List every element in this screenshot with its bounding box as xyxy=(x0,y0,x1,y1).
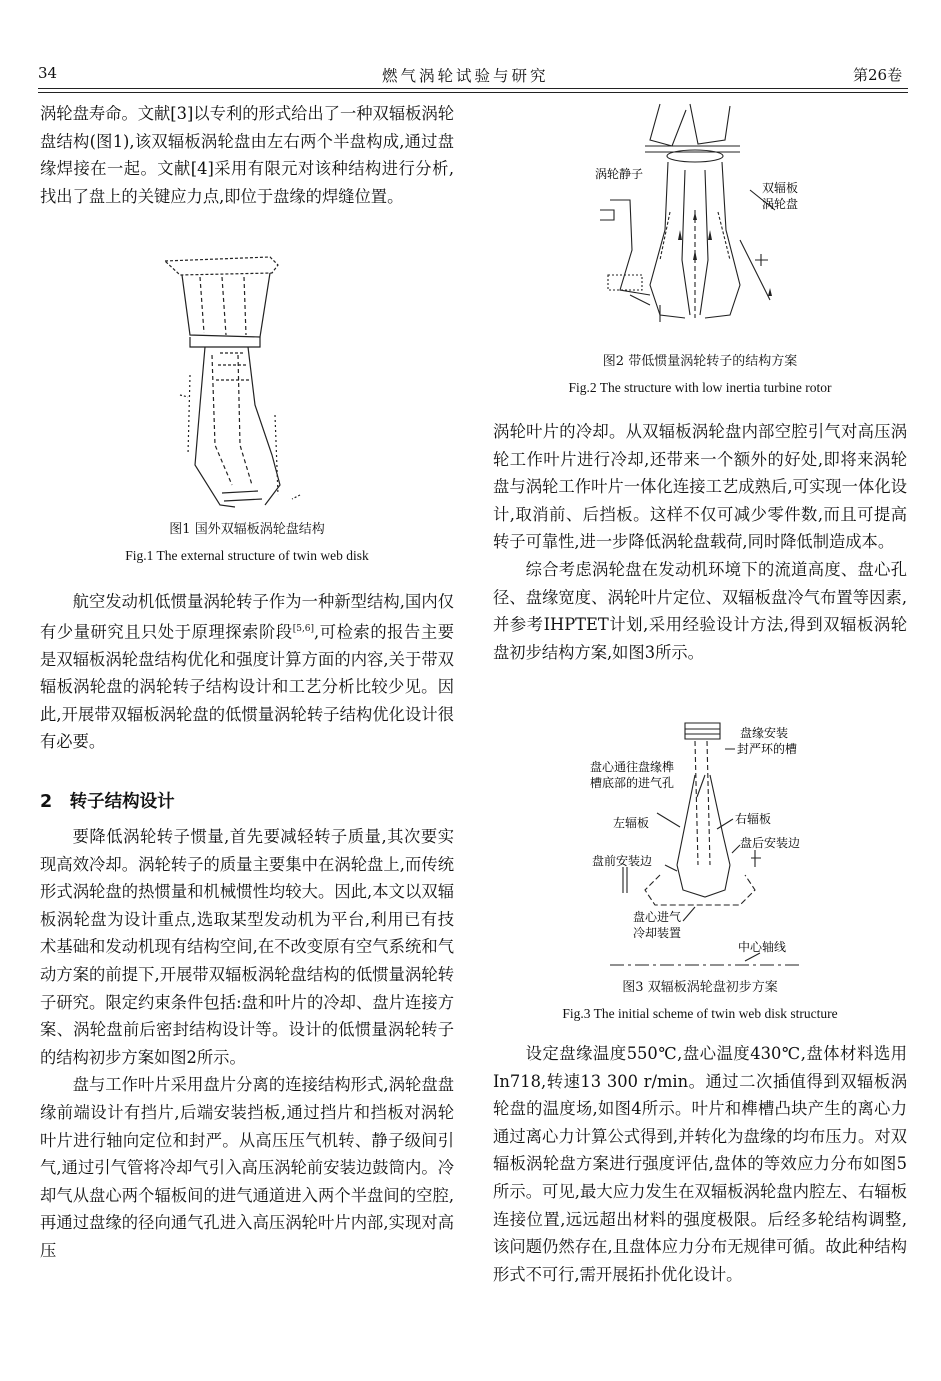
para-temperature: 设定盘缘温度550℃,盘心温度430℃,盘体材料选用In718,转速13 300 r/min。通过二次插值得到双辐板涡轮盘的温度场,如图4所示。叶片和榫槽凸块产生的离心力通过离心力计算公式得到,并转化为盘缘的均布压力。对双辐板涡轮盘方案进行强度评估,盘体的等效应力分布如图5所示。可见,最大应力发生在双辐板涡轮盘内腔左、右辐板连接位置,远远超出材料的强度极限。后经多轮结构调整,该问题仍然存在,且盘体应力分布无规律可循。故此种结构形式不可行,需开展拓扑优化设计。 xyxy=(493,1044,907,1284)
intro-paragraph: 涡轮盘寿命。文献[3]以专利的形式给出了一种双辐板涡轮盘结构(图1),该双辐板涡轮盘由左右两个半盘构成,通过盘缘焊接在一起。文献[4]采用有限元对该种结构进行分析,找出了盘上的关键应力点,即位于盘缘的焊缝位置。 xyxy=(40,104,454,206)
para-connection: 盘与工作叶片采用盘片分离的连接结构形式,涡轮盘盘缘前端设计有挡片,后端安装挡板,通过挡片和挡板对涡轮叶片进行轴向定位和封严。从高压压气机转、静子级间引气,通过引气管将冷却气引入高压涡轮前安装边鼓筒内。冷却气从盘心两个辐板间的进气通道进入两个半盘间的空腔,再通过盘缘的径向通气孔进入高压涡轮叶片内部,实现对高压 xyxy=(40,1075,454,1260)
header-rule-top xyxy=(38,88,908,89)
citation-5-6: [5,6] xyxy=(292,623,315,634)
fig2-label-stator: 涡轮静子 xyxy=(595,167,644,181)
fig3-label-cooling-line1: 盘心进气 xyxy=(633,910,682,924)
fig2-label-disk-line1: 双辐板 xyxy=(762,181,799,195)
figure-2-caption-cn: 图2 带低惯量涡轮转子的结构方案 xyxy=(602,354,798,369)
fig3-label-cooling-line2: 冷却装置 xyxy=(633,926,682,940)
para-aviation xyxy=(40,588,454,756)
fig3-label-center-axis: 中心轴线 xyxy=(738,940,787,954)
left-aviation xyxy=(40,588,454,756)
journal-title: 燃气涡轮试验与研究 xyxy=(382,67,549,85)
fig3-label-rim-slot-line1: 盘缘安装 xyxy=(740,726,789,740)
right-temperature xyxy=(493,1040,907,1288)
figure-1-caption xyxy=(40,520,454,566)
section-2-title: 2 转子结构设计 xyxy=(40,792,175,812)
fig3-label-left-web: 左辐板 xyxy=(613,816,650,830)
page-number: 34 xyxy=(38,64,58,82)
figure-2-drawing xyxy=(590,100,815,325)
figure-3-caption-en: Fig.3 The initial scheme of twin web disk structure xyxy=(562,1006,838,1021)
left-design xyxy=(40,823,454,1265)
figure-3-caption-cn: 图3 双辐板涡轮盘初步方案 xyxy=(622,980,778,995)
figure-1-drawing xyxy=(160,255,310,513)
fig3-label-right-web: 右辐板 xyxy=(735,812,772,826)
volume-label: 第26卷 xyxy=(853,66,903,84)
figure-1-caption-cn: 图1 国外双辐板涡轮盘结构 xyxy=(169,522,325,537)
figure-3-caption xyxy=(493,978,907,1024)
figure-2-caption-en: Fig.2 The structure with low inertia turbine rotor xyxy=(568,380,832,395)
fig2-label-disk-line2: 涡轮盘 xyxy=(762,197,799,211)
right-cooling xyxy=(493,418,907,666)
para-design: 要降低涡轮转子惯量,首先要减轻转子质量,其次要实现高效冷却。涡轮转子的质量主要集中在涡轮盘上,而传统形式涡轮盘的热惯量和机械惯性均较大。因此,本文以双辐板涡轮盘为设计重点,选取某型发动机为平台,利用已有技术基础和发动机现有结构空间,在不改变原有空气系统和气动方案的前提下,开展带双辐板涡轮盘结构的低惯量涡轮转子研究。限定约束条件包括:盘和叶片的冷却、盘片连接方案、涡轮盘前后密封结构设计等。设计的低惯量涡轮转子的结构初步方案如图2所示。 xyxy=(40,827,454,1067)
para-aviation-text-a: 航空发动机低惯量涡轮转子作为一种新型结构,国内仅有少量研究且只处于原理探索阶段 xyxy=(40,592,454,642)
figure-3-drawing xyxy=(585,715,830,975)
figure-2-caption xyxy=(493,352,907,398)
para-aviation-text-b: ,可检索的报告主要是双辐板涡轮盘结构优化和强度计算方面的内容,关于带双辐板涡轮盘的涡轮转子结构设计和工艺分析比较少见。因此,开展带双辐板涡轮盘的低惯量涡轮转子结构优化设计很有必要。 xyxy=(40,622,454,752)
para-cooling: 涡轮叶片的冷却。从双辐板涡轮盘内部空腔引气对高压涡轮工作叶片进行冷却,还带来一个额外的好处,即将来涡轮盘与涡轮工作叶片一体化连接工艺成熟后,可实现一体化设计,取消前、后挡板。这样不仅可减少零件数,而且可提高转子可靠性,进一步降低涡轮盘载荷,同时降低制造成本。 xyxy=(493,422,907,552)
figure-1-caption-en: Fig.1 The external structure of twin web disk xyxy=(125,548,369,563)
fig3-label-inlet-hole-line1: 盘心通往盘缘榫 xyxy=(590,760,675,774)
fig3-label-front-flange: 盘前安装边 xyxy=(592,854,653,868)
fig3-label-inlet-hole-line2: 槽底部的进气孔 xyxy=(590,776,675,790)
para-scheme: 综合考虑涡轮盘在发动机环境下的流道高度、盘心孔径、盘缘宽度、涡轮叶片定位、双辐板盘冷气布置等因素,并参考IHPTET计划,采用经验设计方法,得到双辐板涡轮盘初步结构方案,如图3所示。 xyxy=(493,559,907,662)
left-intro xyxy=(40,100,454,210)
header-rule-bottom xyxy=(38,92,908,93)
fig3-label-rear-flange: 盘后安装边 xyxy=(740,836,801,850)
fig3-label-rim-slot-line2: 封严环的槽 xyxy=(737,742,798,756)
